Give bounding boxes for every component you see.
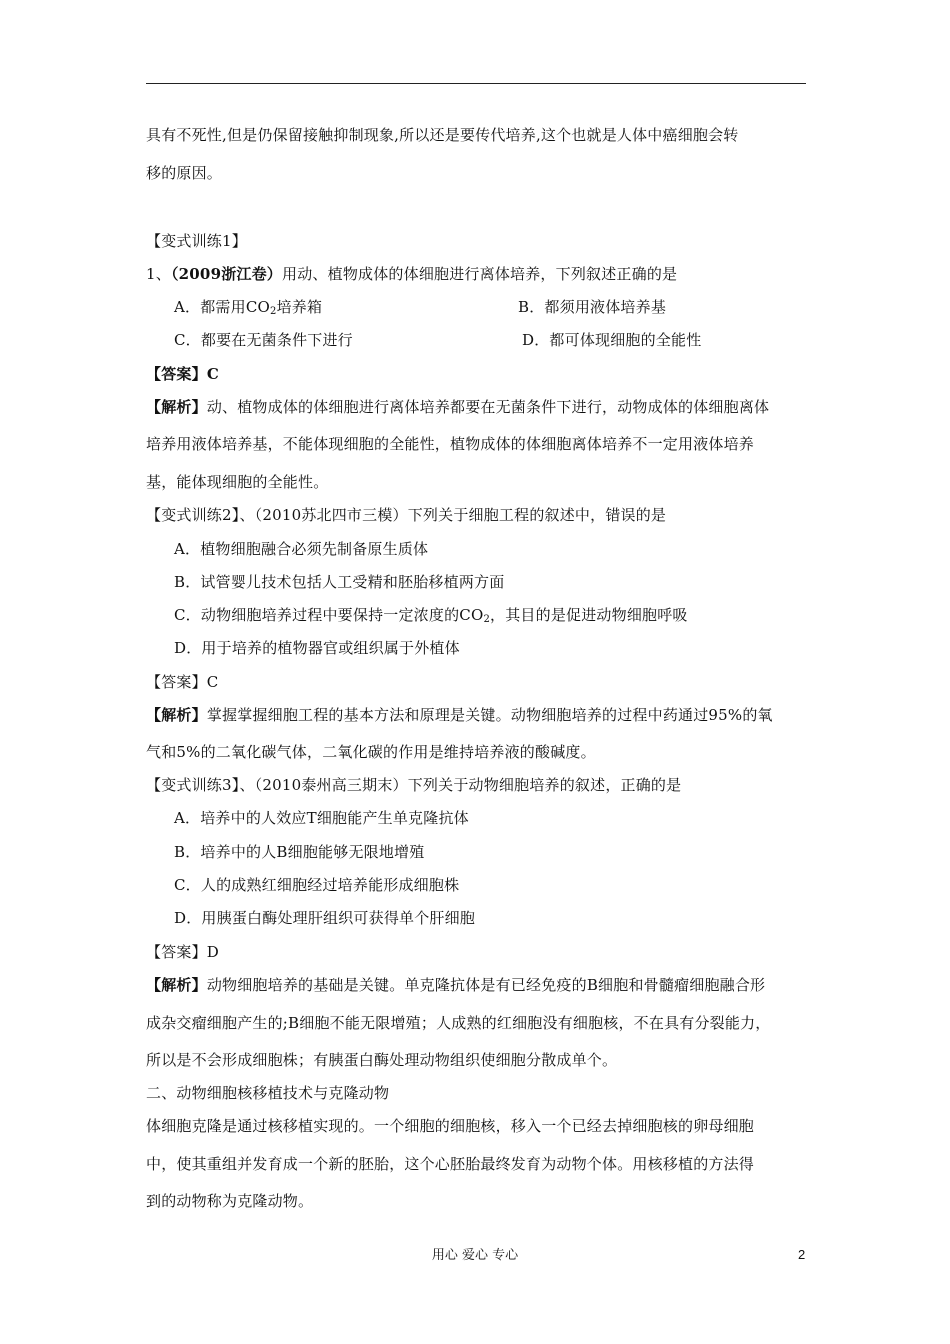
question-text: 用动、植物成体的体细胞进行离体培养，下列叙述正确的是 <box>282 265 678 283</box>
options-row-ab <box>174 297 774 317</box>
option-c: C．人的成熟红细胞经过培养能形成细胞株 <box>174 876 460 894</box>
page-number: 2 <box>798 1247 806 1262</box>
paragraph-line: 移的原因。 <box>146 164 223 182</box>
section-2-line: 体细胞克隆是通过核移植实现的。一个细胞的细胞核，移入一个已经去掉细胞核的卵母细胞 <box>146 1117 755 1135</box>
analysis-line: 基，能体现细胞的全能性。 <box>146 473 329 491</box>
exercise-1-analysis: 【解析】动、植物成体的体细胞进行离体培养都要在无菌条件下进行，动物成体的体细胞离体 <box>146 398 770 416</box>
analysis-line: 培养用液体培养基，不能体现细胞的全能性，植物成体的体细胞离体培养不一定用液体培养 <box>146 435 755 453</box>
header-rule <box>146 83 806 84</box>
options-row-cd <box>174 330 774 350</box>
question-source: （2009浙江卷） <box>170 265 283 283</box>
exercise-2-analysis: 【解析】掌握掌握细胞工程的基本方法和原理是关键。动物细胞培养的过程中药通过95%的氧 <box>146 706 773 724</box>
option-a: A．培养中的人效应T细胞能产生单克隆抗体 <box>174 809 469 827</box>
option-b: B．试管婴儿技术包括人工受精和胚胎移植两方面 <box>174 573 505 591</box>
option-b: B．培养中的人B细胞能够无限地增殖 <box>174 843 425 861</box>
analysis-line: 所以是不会形成细胞株；有胰蛋白酶处理动物组织使细胞分散成单个。 <box>146 1051 618 1069</box>
question-number: 1、 <box>146 265 171 283</box>
exercise-3-analysis: 【解析】动物细胞培养的基础是关键。单克隆抗体是有已经免疫的B细胞和骨髓瘤细胞融合形 <box>146 976 766 994</box>
option-c: C．动物细胞培养过程中要保持一定浓度的$CO_2$，其目的是促进动物细胞呼吸 <box>174 606 688 625</box>
option-a: A．植物细胞融合必须先制备原生质体 <box>174 540 429 558</box>
analysis-line: 成杂交瘤细胞产生的;B细胞不能无限增殖；人成熟的红细胞没有细胞核，不在具有分裂能力， <box>146 1014 771 1032</box>
paragraph-line: 具有不死性,但是仍保留接触抑制现象,所以还是要传代培养,这个也就是人体中癌细胞会转 <box>146 126 739 144</box>
analysis-line: 气和5%的二氧化碳气体，二氧化碳的作用是维持培养液的酸碱度。 <box>146 743 596 761</box>
exercise-1-question <box>146 264 677 284</box>
section-2-line: 中，使其重组并发育成一个新的胚胎，这个心胚胎最终发育为动物个体。用核移植的方法得 <box>146 1155 755 1173</box>
section-2-heading: 二、动物细胞核移植技术与克隆动物 <box>146 1084 390 1102</box>
exercise-1-answer: 【答案】C <box>146 365 219 383</box>
exercise-2-answer: 【答案】C <box>146 673 219 691</box>
option-d: D．都可体现细胞的全能性 <box>522 331 702 349</box>
footer-motto: 用心 爱心 专心 <box>431 1248 519 1263</box>
option-d: D．用胰蛋白酶处理肝组织可获得单个肝细胞 <box>174 909 476 927</box>
exercise-1-heading: 【变式训练1】 <box>146 232 247 250</box>
exercise-3-answer: 【答案】D <box>146 943 220 961</box>
option-c: C．都要在无菌条件下进行 <box>174 331 353 349</box>
option-d: D．用于培养的植物器官或组织属于外植体 <box>174 639 460 657</box>
option-a: A．都需用$CO_2$培养箱 <box>174 298 323 317</box>
section-2-line: 到的动物称为克隆动物。 <box>146 1192 314 1210</box>
option-b: B．都须用液体培养基 <box>518 298 667 316</box>
exercise-3-heading: 【变式训练3】、（2010泰州高三期末）下列关于动物细胞培养的叙述，正确的是 <box>146 776 682 794</box>
exercise-2-heading: 【变式训练2】、（2010苏北四市三模）下列关于细胞工程的叙述中，错误的是 <box>146 506 667 524</box>
